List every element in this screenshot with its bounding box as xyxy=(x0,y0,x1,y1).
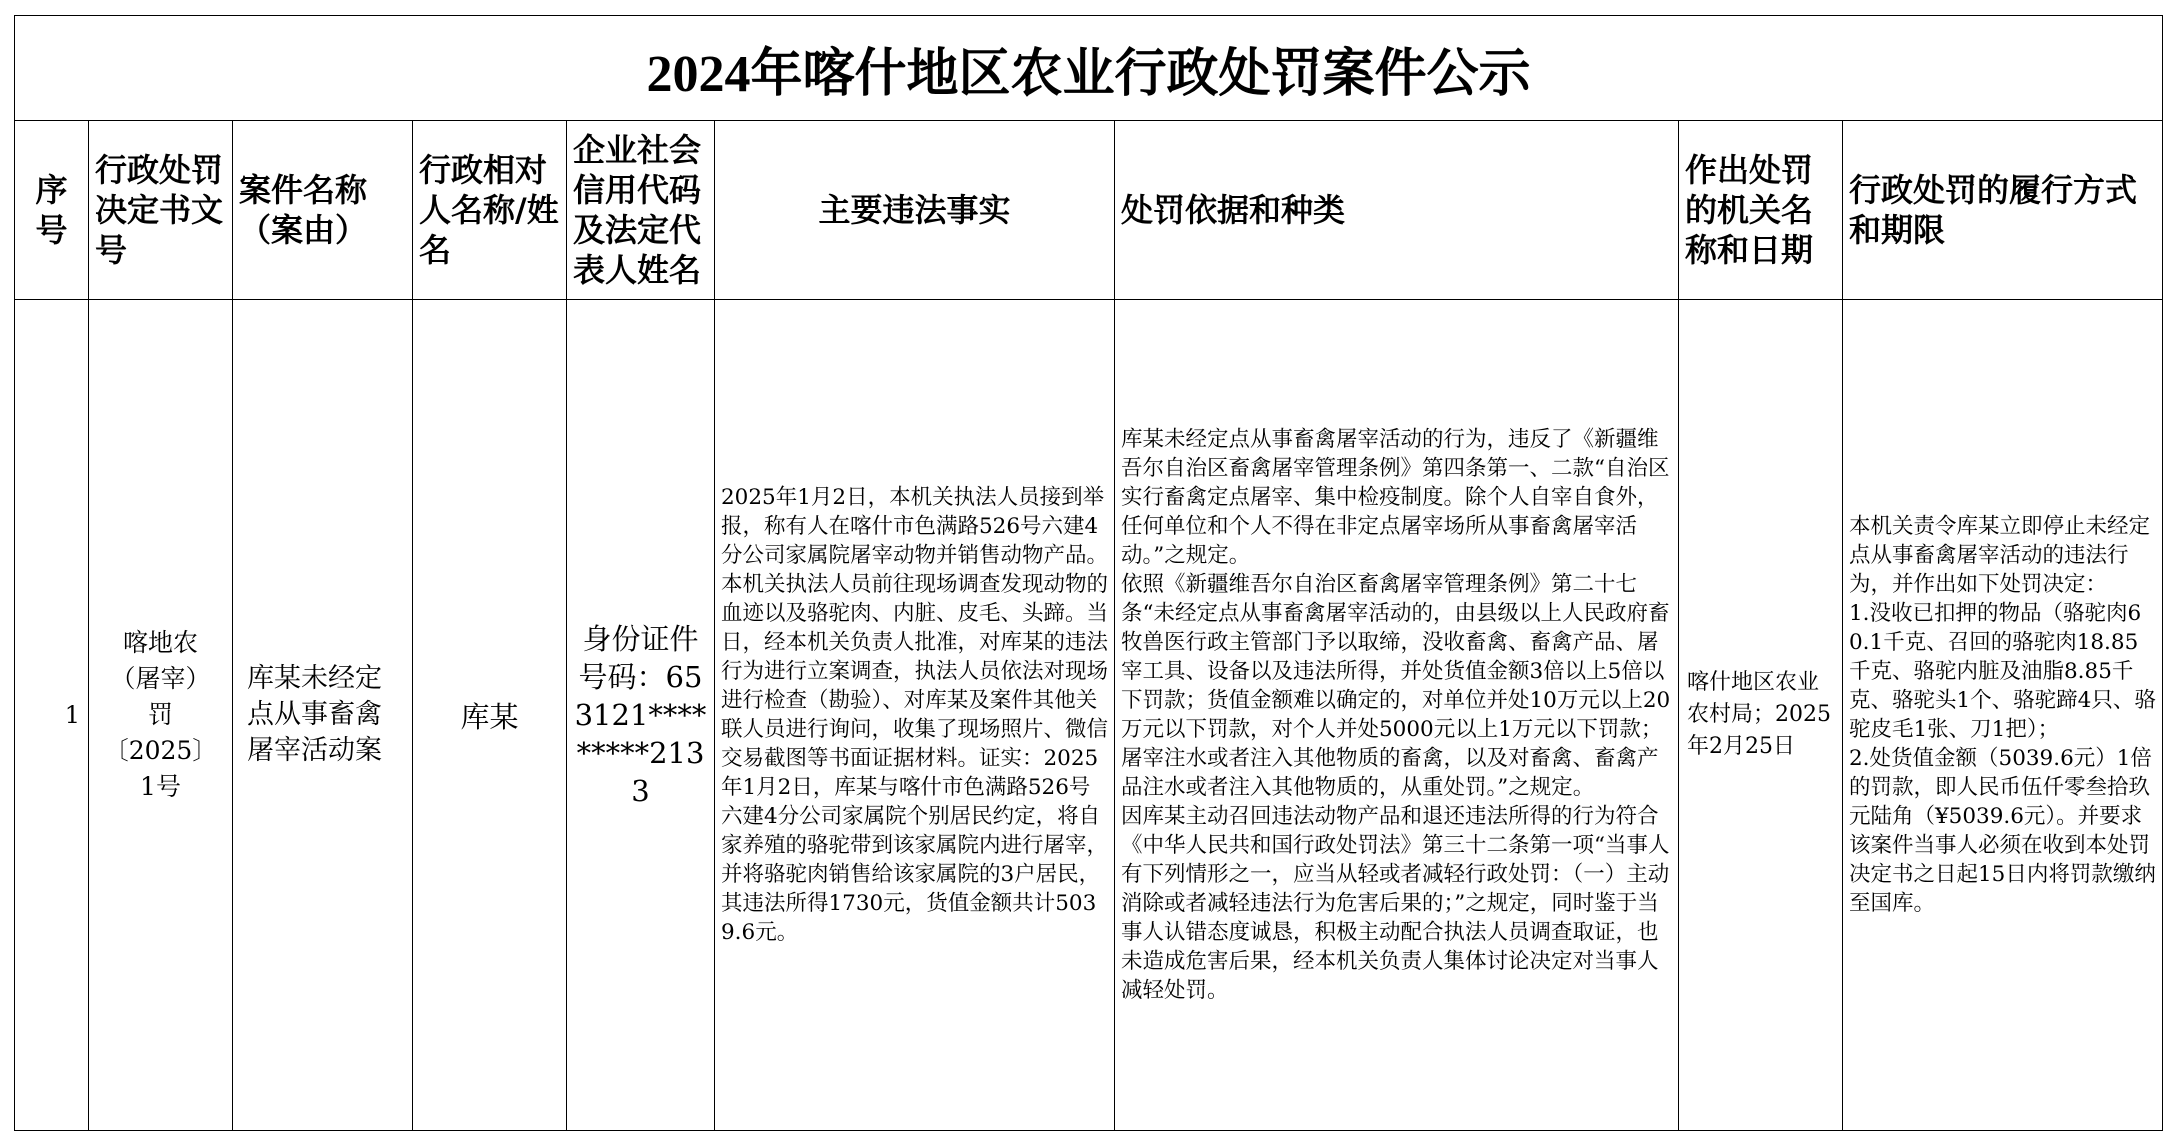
header-case-name: 案件名称（案由） xyxy=(233,121,413,300)
cell-case-name: 库某未经定点从事畜禽屠宰活动案 xyxy=(233,300,413,1131)
table-row xyxy=(15,300,2163,1131)
page-title: 2024年喀什地区农业行政处罚案件公示 xyxy=(15,16,2163,121)
execution-paragraph: 1.没收已扣押的物品（骆驼肉60.1千克、召回的骆驼肉18.85千克、骆驼内脏及油脂8.85千克、骆驼头1个、骆驼蹄4只、骆驼皮毛1张、刀1把）； xyxy=(1849,601,2156,742)
basis-paragraph: 因库某主动召回违法动物产品和退还违法所得的行为符合《中华人民共和国行政处罚法》第三十二条第一项“当事人有下列情形之一，应当从轻或者减轻行政处罚：（一）主动消除或者减轻违法行为危害后果的；”之规定，同时鉴于当事人认错态度诚恳，积极主动配合执法人员调查取证，也未造成危害后果，经本机关负责人集体讨论决定对当事人减轻处罚。 xyxy=(1121,804,1670,1003)
penalty-table xyxy=(14,15,2163,1131)
basis-paragraph: 依照《新疆维吾尔自治区畜禽屠宰管理条例》第二十七条“未经定点从事畜禽屠宰活动的，由县级以上人民政府畜牧兽医行政主管部门予以取缔，没收畜禽、畜禽产品、屠宰工具、设备以及违法所得，并处货值金额3倍以上5倍以下罚款；货值金额难以确定的，对单位并处10万元以上20万元以下罚款，对个人并处5000元以上1万元以下罚款；屠宰注水或者注入其他物质的畜禽，以及对畜禽、畜禽产品注水或者注入其他物质的，从重处罚。”之规定。 xyxy=(1121,572,1671,800)
cell-execution xyxy=(1843,300,2163,1131)
cell-basis xyxy=(1115,300,1679,1131)
cell-authority: 喀什地区农业农村局；2025年2月25日 xyxy=(1679,300,1843,1131)
header-authority: 作出处罚的机关名称和日期 xyxy=(1679,121,1843,300)
execution-paragraph: 本机关责令库某立即停止未经定点从事畜禽屠宰活动的违法行为，并作出如下处罚决定： xyxy=(1849,514,2151,597)
cell-decision-no: 喀地农（屠宰）罚〔2025〕1号 xyxy=(89,300,233,1131)
cell-credit-code: 身份证件号码：653121*********2133 xyxy=(567,300,715,1131)
basis-paragraph: 库某未经定点从事畜禽屠宰活动的行为，违反了《新疆维吾尔自治区畜禽屠宰管理条例》第四条第一、二款“自治区实行畜禽定点屠宰、集中检疫制度。除个人自宰自食外，任何单位和个人不得在非定点屠宰场所从事畜禽屠宰活动。”之规定。 xyxy=(1121,427,1670,568)
notice-document xyxy=(14,15,2162,1131)
header-credit-code: 企业社会信用代码及法定代表人姓名 xyxy=(567,121,715,300)
header-seq: 序号 xyxy=(15,121,89,300)
cell-facts: 2025年1月2日，本机关执法人员接到举报，称有人在喀什市色满路526号六建4分公司家属院屠宰动物并销售动物产品。本机关执法人员前往现场调查发现动物的血迹以及骆驼肉、内脏、皮毛、头蹄。当日，经本机关负责人批准，对库某的违法行为进行立案调查，执法人员依法对现场进行检查（勘验）、对库某及案件其他关联人员进行询问，收集了现场照片、微信交易截图等书面证据材料。证实：2025年1月2日，库某与喀什市色满路526号六建4分公司家属院个别居民约定，将自家养殖的骆驼带到该家属院内进行屠宰，并将骆驼肉销售给该家属院的3户居民，其违法所得1730元，货值金额共计5039.6元。 xyxy=(715,300,1115,1131)
header-execution: 行政处罚的履行方式和期限 xyxy=(1843,121,2163,300)
cell-party: 库某 xyxy=(413,300,567,1131)
header-facts: 主要违法事实 xyxy=(715,121,1115,300)
execution-paragraph: 2.处货值金额（5039.6元）1倍的罚款，即人民币伍仟零叁拾玖元陆角（¥5039.6元）。并要求该案件当事人必须在收到本处罚决定书之日起15日内将罚款缴纳至国库。 xyxy=(1849,746,2156,916)
header-basis: 处罚依据和种类 xyxy=(1115,121,1679,300)
header-row xyxy=(15,121,2163,300)
header-decision-no: 行政处罚决定书文号 xyxy=(89,121,233,300)
cell-seq: 1 xyxy=(15,300,89,1131)
header-party: 行政相对人名称/姓名 xyxy=(413,121,567,300)
